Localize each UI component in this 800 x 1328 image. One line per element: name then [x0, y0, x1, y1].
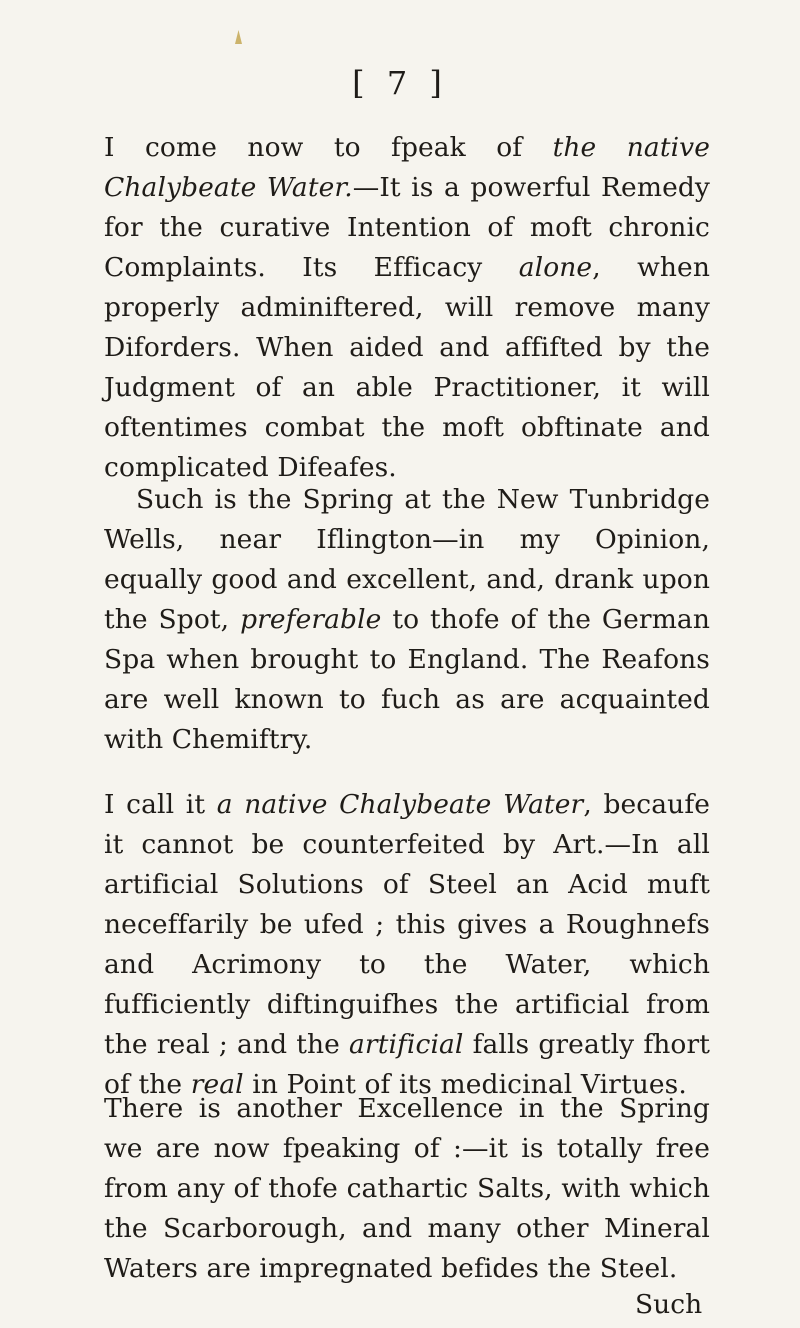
italic-phrase: artificial: [349, 1029, 464, 1060]
italic-phrase: the native Chalybeate Water.: [104, 132, 710, 203]
paragraph-4: [104, 1089, 710, 1289]
paragraph-text: , becaufe it cannot be counterfeited by Art.—In all artificial Solutions of Steel an Acid muft neceffarily be ufed ; this gives a Roughnefs and Acrimony to the Water, which fufficiently diftinguifhes the artificial from the real ; and the: [104, 789, 711, 1060]
paragraph-2: [104, 480, 710, 760]
italic-phrase: real: [190, 1069, 244, 1100]
paragraph-text: to thofe of the German Spa when brought to England. The Reafons are well known to fuch as are acquainted with Chemiftry.: [104, 604, 710, 755]
paragraph-text: falls greatly fhort of the: [104, 1029, 710, 1100]
paragraph-text: Such is the Spring at the New Tunbridge Wells, near Iflington—in my Opinion, equally good and excellent, and, drank upon the Spot,: [104, 484, 710, 635]
printer-ornament-mark: [235, 30, 242, 44]
paragraph-3: [104, 785, 710, 1105]
paragraph-text: There is another Excellence in the Spring we are now fpeaking of :—it is totally free from any of thofe cathartic Salts, with which the Scarborough, and many other Mineral Waters are impregnated befides the Steel.: [104, 1093, 710, 1284]
italic-phrase: alone: [518, 252, 593, 283]
catchword: Such: [635, 1289, 703, 1320]
paragraph-text: , when properly adminiftered, will remove many Diforders. When aided and affifted by the Judgment of an able Practitioner, it will oftentimes combat the moft obftinate and complicated Difeafes.: [104, 252, 710, 483]
italic-phrase: a native Chalybeate Water: [216, 789, 584, 820]
paragraph-1: [104, 128, 710, 488]
paragraph-text: in Point of its medicinal Virtues.: [243, 1069, 687, 1100]
italic-phrase: preferable: [240, 604, 382, 635]
paragraph-text: I come now to fpeak of: [104, 132, 553, 163]
paragraph-text: I call it: [104, 789, 217, 820]
paragraph-text: —It is a powerful Remedy for the curative Intention of moft chronic Complaints. Its Efficacy: [104, 172, 710, 283]
page-number: [ 7 ]: [352, 64, 448, 102]
